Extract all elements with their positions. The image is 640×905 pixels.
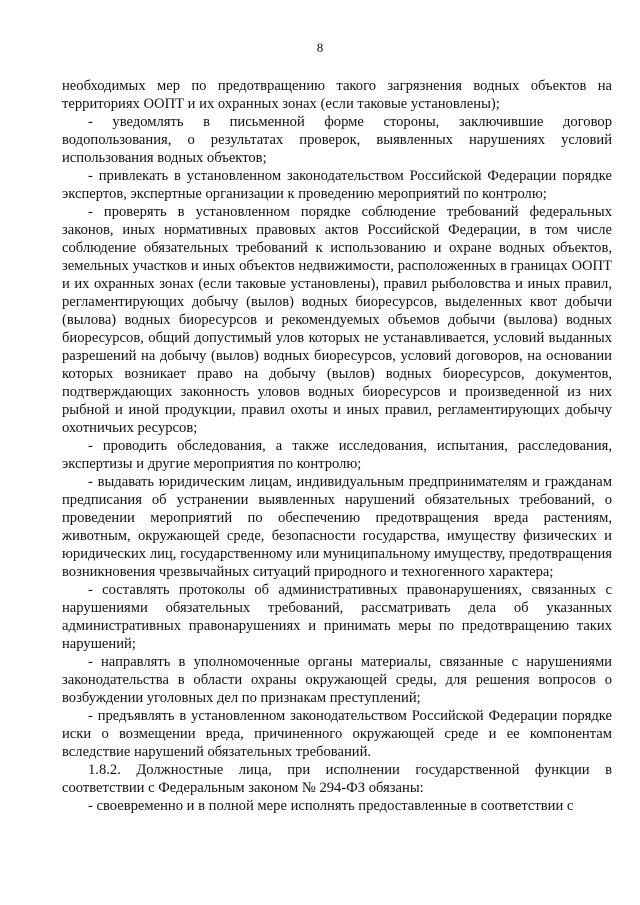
paragraph-section-1-8-2: 1.8.2. Должностные лица, при исполнении государственной функции в соответствии с Федеральным законом № 294-ФЗ обязаны: [62,762,612,796]
paragraph-notify-parties: - уведомлять в письменной форме стороны, заключившие договор водопользования, о результатах проверок, выявленных нарушениях условий использования водных объектов; [62,114,612,166]
document-body [62,77,612,815]
paragraph-continuation: необходимых мер по предотвращению такого загрязнения водных объектов на территориях ООПТ и их охранных зонах (если таковые установлены); [62,78,612,112]
paragraph-issue-orders: - выдавать юридическим лицам, индивидуальным предпринимателям и гражданам предписания об устранении выявленных нарушений обязательных требований, о проведении мероприятий по обеспечению предотвращения вреда растениям, животным, окружающей среде, безопасности государства, имуществу физических и юридических лиц, государственному или муниципальному имуществу, предотвращения возникновения чрезвычайных ситуаций природного и техногенного характера; [62,474,612,580]
paragraph-verify-compliance: - проверять в установленном порядке соблюдение требований федеральных законов, иных нормативных правовых актов Российской Федерации, в том числе соблюдение обязательных требований к использованию и охране водных объектов, земельных участков и иных объектов недвижимости, расположенных в границах ООПТ и их охранных зонах (если таковые установлены), правил рыболовства и иных правил, регламентирующих добычу (вылов) водных биоресурсов, выделенных квот добычи (вылова) водных биоресурсов и рекомендуемых объемов добычи (вылова) водных биоресурсов, общий допустимый улов которых не устанавливается, условий выданных разрешений на добычу (вылов) водных биоресурсов, условий договоров, на основании которых возникает право на добычу (вылов) водных биоресурсов, документов, подтверждающих законность уловов водных биоресурсов и произведенной из них рыбной и иной продукции, правил охоты и иных правил, регламентирующих добычу охотничьих ресурсов; [62,204,612,436]
paragraph-file-claims: - предъявлять в установленном законодательством Российской Федерации порядке иски о возмещении вреда, причиненного окружающей среде и ее компонентам вследствие нарушений обязательных требований. [62,708,612,760]
paragraph-engage-experts: - привлекать в установленном законодательством Российской Федерации порядке экспертов, экспертные организации к проведению мероприятий по контролю; [62,168,612,202]
paragraph-draw-protocols: - составлять протоколы об административных правонарушениях, связанных с нарушениями обязательных требований, рассматривать дела об указанных административных правонарушениях и принимать меры по предотвращению таких нарушений; [62,582,612,652]
paragraph-fulfil-duties: - своевременно и в полной мере исполнять предоставленные в соответствии с [88,798,574,814]
page-number: 8 [316,40,324,55]
paragraph-send-materials: - направлять в уполномоченные органы материалы, связанные с нарушениями законодательства в области охраны окружающей среды, для решения вопросов о возбуждении уголовных дел по признакам преступлений; [62,654,612,706]
paragraph-conduct-inspections: - проводить обследования, а также исследования, испытания, расследования, экспертизы и другие мероприятия по контролю; [62,438,612,472]
